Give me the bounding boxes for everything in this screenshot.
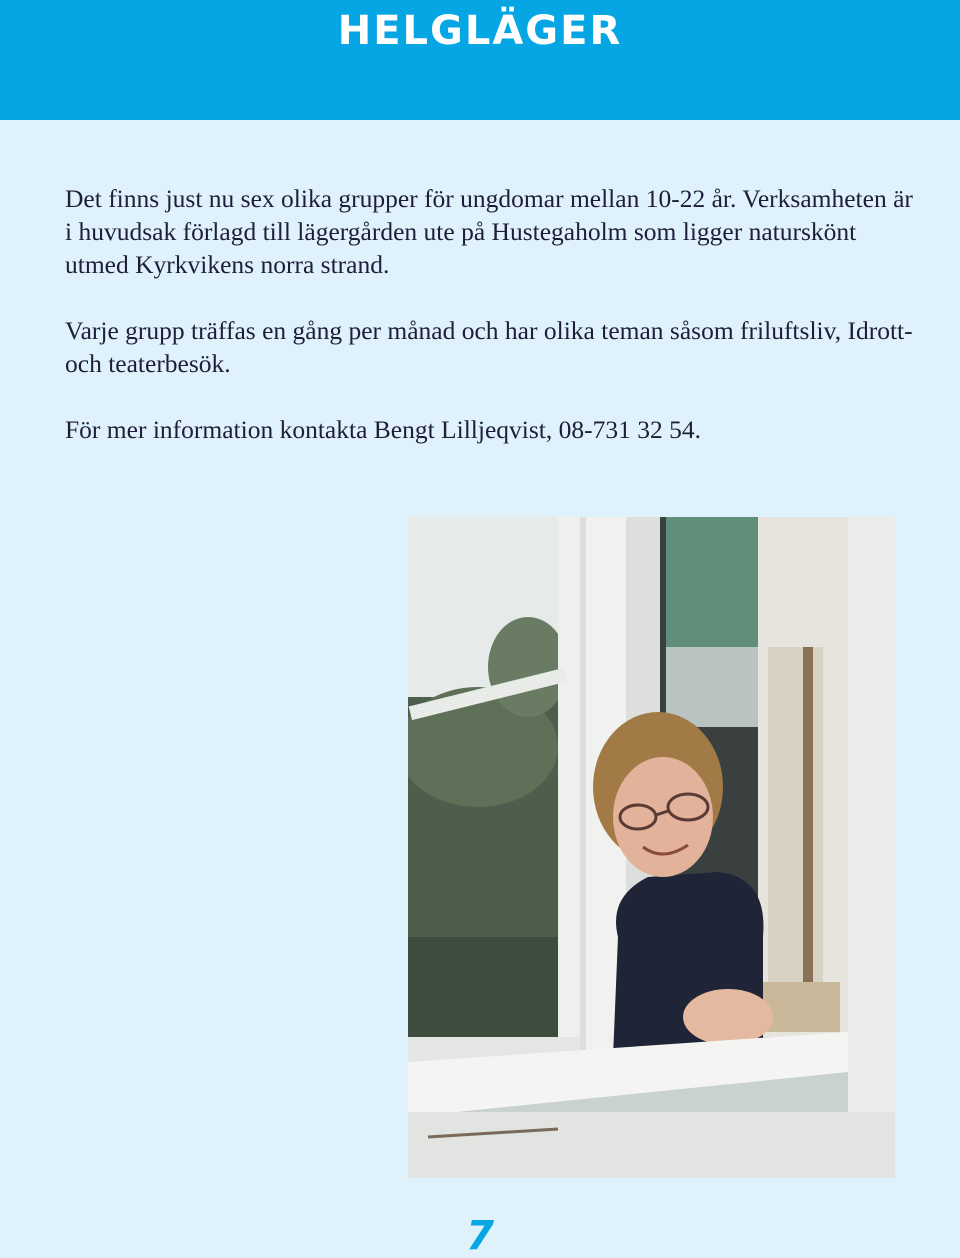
paragraph-intro: Det finns just nu sex olika grupper för ungdomar mellan 10-22 år. Verksamheten är i huvudsak förlagd till lägergården ute på Hustegaholm som ligger naturskönt utmed Kyrkvikens norra strand. — [65, 184, 913, 279]
paragraph-groups: Varje grupp träffas en gång per månad och har olika teman såsom friluftsliv, Idrott- och teaterbesök. — [65, 316, 913, 378]
photo-child-at-window — [408, 517, 895, 1178]
paragraph-contact: För mer information kontakta Bengt Lilljeqvist, 08-731 32 54. — [65, 415, 701, 444]
page-title: HELGLÄGER — [337, 8, 623, 54]
page-number: 7 — [466, 1213, 494, 1258]
body-text — [65, 182, 925, 479]
photo-illustration — [408, 517, 895, 1178]
